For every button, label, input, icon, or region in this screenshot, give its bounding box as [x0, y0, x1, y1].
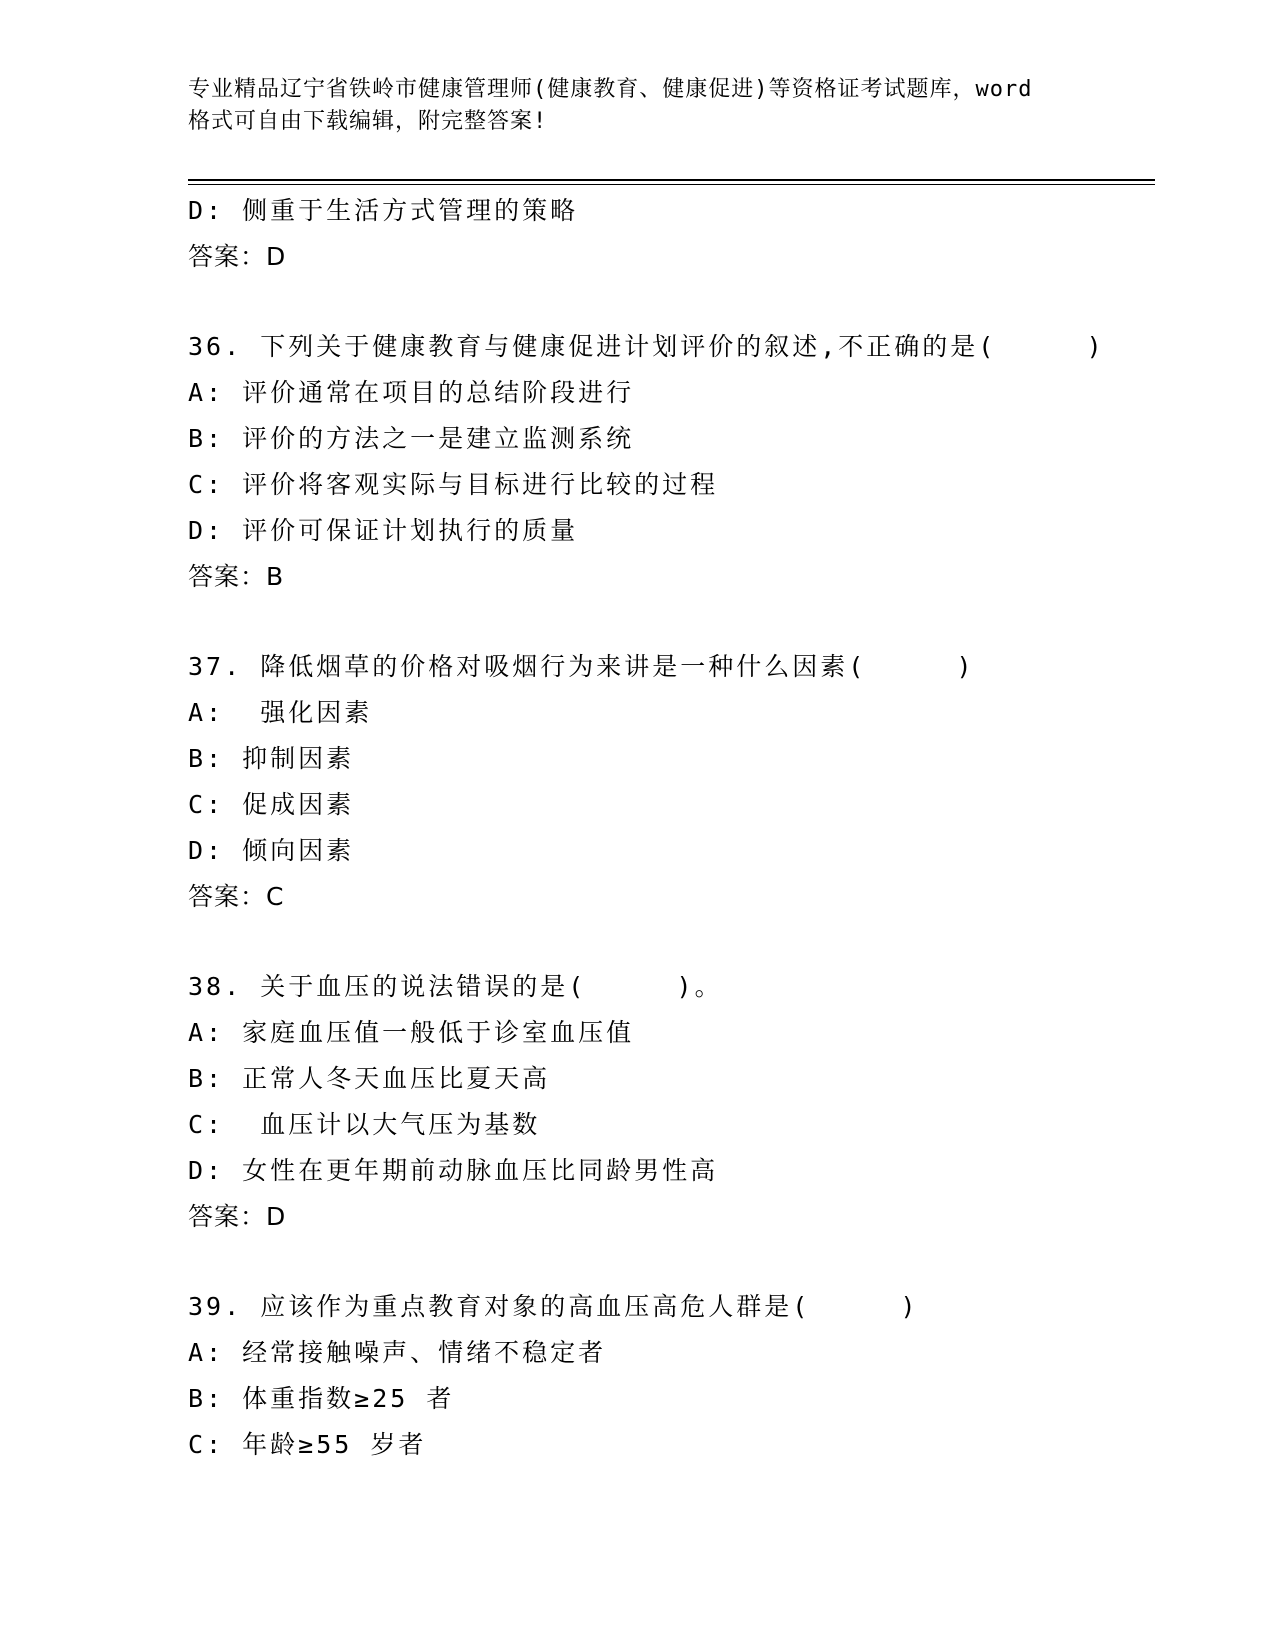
option-d: D: 倾向因素	[188, 836, 355, 865]
header-title-line-2: 格式可自由下载编辑，附完整答案!	[188, 109, 548, 134]
option-a: A: 评价通常在项目的总结阶段进行	[188, 378, 635, 407]
option-a: A: 家庭血压值一般低于诊室血压值	[188, 1018, 635, 1047]
option-a: A: 强化因素	[188, 698, 373, 727]
option-d: D: 评价可保证计划执行的质量	[188, 516, 579, 545]
page-header	[188, 74, 1088, 138]
question-36	[188, 324, 1155, 600]
question-list	[188, 188, 1155, 1468]
option-c: C: 年龄≥55 岁者	[188, 1430, 427, 1459]
question-stem: 38. 关于血压的说法错误的是( )。	[188, 972, 723, 1001]
header-divider-thin	[188, 184, 1155, 185]
option-c: C: 促成因素	[188, 790, 355, 819]
header-title-line-1: 专业精品辽宁省铁岭市健康管理师(健康教育、健康促进)等资格证考试题库，word	[188, 77, 1033, 102]
answer-text: 答案：D	[188, 1202, 287, 1231]
answer-text: 答案：C	[188, 882, 285, 911]
question-stem: 39. 应该作为重点教育对象的高血压高危人群是( )	[188, 1292, 919, 1321]
question-stem: 37. 降低烟草的价格对吸烟行为来讲是一种什么因素( )	[188, 652, 975, 681]
option-b: B: 正常人冬天血压比夏天高	[188, 1064, 551, 1093]
question-37	[188, 644, 1155, 920]
option-a: A: 经常接触噪声、情绪不稳定者	[188, 1338, 607, 1367]
answer-text: 答案：B	[188, 562, 285, 591]
answer-text: 答案：D	[188, 242, 287, 271]
header-divider	[188, 179, 1155, 181]
question-39	[188, 1284, 1155, 1468]
option-c: C: 评价将客观实际与目标进行比较的过程	[188, 470, 719, 499]
question-38	[188, 964, 1155, 1240]
question-stem: 36. 下列关于健康教育与健康促进计划评价的叙述,不正确的是( )	[188, 332, 1105, 361]
option-b: B: 抑制因素	[188, 744, 355, 773]
option-b: B: 评价的方法之一是建立监测系统	[188, 424, 635, 453]
option-d: D: 侧重于生活方式管理的策略	[188, 196, 579, 225]
option-b: B: 体重指数≥25 者	[188, 1384, 455, 1413]
option-d: D: 女性在更年期前动脉血压比同龄男性高	[188, 1156, 719, 1185]
option-c: C: 血压计以大气压为基数	[188, 1110, 541, 1139]
